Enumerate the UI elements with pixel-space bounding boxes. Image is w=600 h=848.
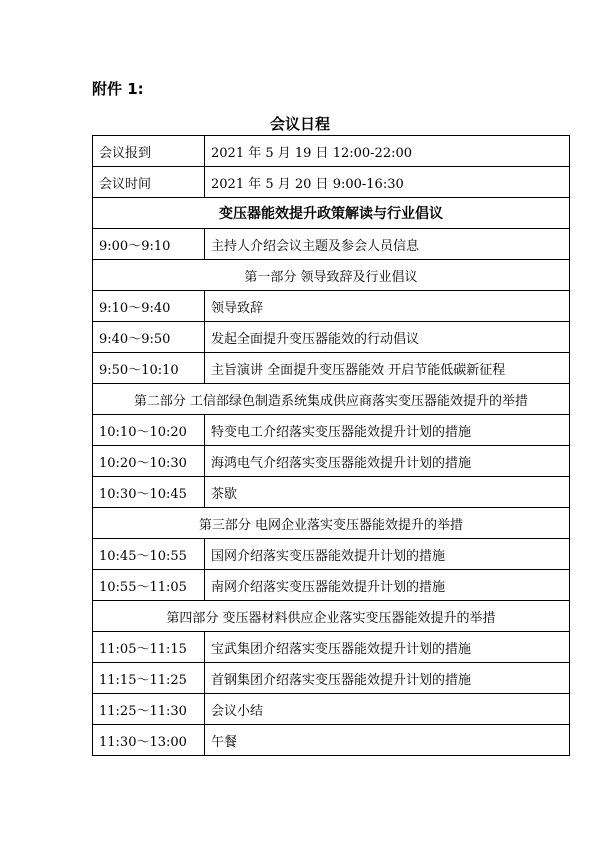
section-row (93, 508, 570, 539)
time-cell: 11:30～13:00 (93, 725, 205, 756)
schedule-row (93, 570, 570, 601)
description-cell: 发起全面提升变压器能效的行动倡议 (205, 322, 570, 353)
time-cell: 10:45～10:55 (93, 539, 205, 570)
schedule-row (93, 663, 570, 694)
schedule-row (93, 632, 570, 663)
schedule-row (93, 446, 570, 477)
description-cell: 2021 年 5 月 19 日 12:00-22:00 (205, 136, 570, 167)
time-cell: 10:20～10:30 (93, 446, 205, 477)
time-cell: 11:05～11:15 (93, 632, 205, 663)
section-row (93, 198, 570, 229)
time-cell: 10:30～10:45 (93, 477, 205, 508)
time-cell: 11:15～11:25 (93, 663, 205, 694)
time-cell: 9:00～9:10 (93, 229, 205, 260)
schedule-row (93, 322, 570, 353)
section-row (93, 384, 570, 415)
section-heading: 第一部分 领导致辞及行业倡议 (93, 260, 570, 291)
section-heading: 第三部分 电网企业落实变压器能效提升的举措 (93, 508, 570, 539)
schedule-body (93, 136, 570, 756)
description-cell: 海鸿电气介绍落实变压器能效提升计划的措施 (205, 446, 570, 477)
schedule-row (93, 415, 570, 446)
document-title: 会议日程 (269, 115, 330, 133)
schedule-row (93, 694, 570, 725)
time-cell: 9:40～9:50 (93, 322, 205, 353)
time-cell: 会议时间 (93, 167, 205, 198)
attachment-label: 附件 1: (92, 80, 144, 98)
description-cell: 茶歇 (205, 477, 570, 508)
description-cell: 会议小结 (205, 694, 570, 725)
description-cell: 首钢集团介绍落实变压器能效提升计划的措施 (205, 663, 570, 694)
description-cell: 特变电工介绍落实变压器能效提升计划的措施 (205, 415, 570, 446)
schedule-table (92, 135, 570, 756)
description-cell: 宝武集团介绍落实变压器能效提升计划的措施 (205, 632, 570, 663)
description-cell: 领导致辞 (205, 291, 570, 322)
description-cell: 午餐 (205, 725, 570, 756)
time-cell: 9:10～9:40 (93, 291, 205, 322)
schedule-row (93, 725, 570, 756)
description-cell: 南网介绍落实变压器能效提升计划的措施 (205, 570, 570, 601)
schedule-row (93, 477, 570, 508)
section-heading: 第四部分 变压器材料供应企业落实变压器能效提升的举措 (93, 601, 570, 632)
time-cell: 10:10～10:20 (93, 415, 205, 446)
time-cell: 会议报到 (93, 136, 205, 167)
description-cell: 国网介绍落实变压器能效提升计划的措施 (205, 539, 570, 570)
schedule-row (93, 136, 570, 167)
schedule-row (93, 167, 570, 198)
description-cell: 主旨演讲 全面提升变压器能效 开启节能低碳新征程 (205, 353, 570, 384)
section-heading: 第二部分 工信部绿色制造系统集成供应商落实变压器能效提升的举措 (93, 384, 570, 415)
schedule-row (93, 291, 570, 322)
section-heading: 变压器能效提升政策解读与行业倡议 (93, 198, 570, 229)
schedule-row (93, 229, 570, 260)
section-row (93, 260, 570, 291)
time-cell: 10:55～11:05 (93, 570, 205, 601)
schedule-row (93, 353, 570, 384)
description-cell: 主持人介绍会议主题及参会人员信息 (205, 229, 570, 260)
section-row (93, 601, 570, 632)
schedule-row (93, 539, 570, 570)
description-cell: 2021 年 5 月 20 日 9:00-16:30 (205, 167, 570, 198)
time-cell: 11:25～11:30 (93, 694, 205, 725)
time-cell: 9:50～10:10 (93, 353, 205, 384)
